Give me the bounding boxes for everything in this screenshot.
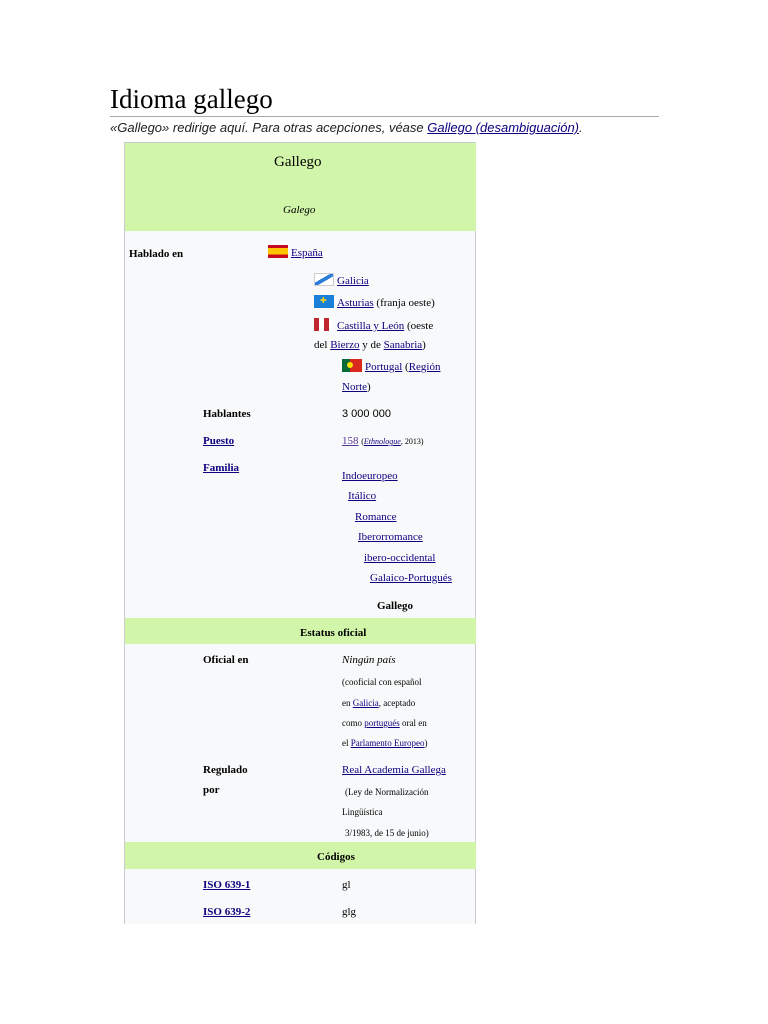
family-galaico-portugues[interactable]: Galaico-Portugués bbox=[370, 572, 452, 584]
family-indoeuropeo[interactable]: Indoeuropeo bbox=[342, 470, 398, 482]
region-galicia bbox=[314, 273, 369, 287]
official-note-2 bbox=[342, 698, 415, 708]
infobox-title: Gallego bbox=[274, 154, 322, 170]
official-in-label: Oficial en bbox=[203, 654, 249, 666]
official-note-4 bbox=[342, 738, 427, 748]
galicia-flag-icon bbox=[314, 273, 334, 286]
close-paren-2: ) bbox=[367, 381, 371, 393]
note3-pre: como bbox=[342, 718, 362, 728]
hatnote-link[interactable]: Gallego (desambiguación) bbox=[427, 120, 580, 135]
link-galicia[interactable]: Galicia bbox=[337, 275, 369, 287]
link-galicia-note[interactable]: Galicia bbox=[352, 698, 379, 708]
link-region-norte-1[interactable]: Región bbox=[408, 361, 441, 373]
official-note-3 bbox=[342, 718, 427, 728]
link-iso-639-1[interactable]: ISO 639-1 bbox=[203, 879, 251, 891]
regulated-note-3: 3/1983, de 15 de junio) bbox=[345, 828, 429, 838]
official-in-value: Ningún país bbox=[342, 654, 396, 666]
iso-639-2-value: glg bbox=[342, 906, 357, 918]
family-iberorromance[interactable]: Iberorromance bbox=[358, 531, 423, 543]
codes-header bbox=[125, 842, 476, 869]
spain-flag-icon bbox=[268, 245, 288, 258]
page-title: Idioma gallego bbox=[110, 84, 273, 114]
hatnote bbox=[110, 120, 583, 135]
rank-label[interactable]: Puesto bbox=[203, 435, 235, 447]
rank-source-tail: , 2013) bbox=[400, 437, 424, 446]
text-y-de: y de bbox=[362, 339, 381, 351]
link-ethnologue[interactable]: Ethnologue bbox=[363, 437, 401, 446]
family-ibero-occidental[interactable]: ibero-occidental bbox=[364, 552, 436, 564]
spoken-in-label: Hablado en bbox=[129, 248, 184, 260]
castilla-note: (oeste bbox=[406, 320, 434, 332]
note2-pre: en bbox=[342, 698, 351, 708]
hatnote-text: «Gallego» redirige aquí. Para otras acepciones, véase bbox=[110, 120, 428, 135]
official-note-1: (cooficial con español bbox=[342, 677, 422, 687]
iso-639-1-value: gl bbox=[342, 879, 351, 891]
link-parlamento-europeo[interactable]: Parlamento Europeo bbox=[350, 738, 425, 748]
note4-pre: el bbox=[342, 738, 349, 748]
infobox-native-name: Galego bbox=[283, 204, 316, 216]
codes-title: Códigos bbox=[317, 851, 355, 863]
link-portugal[interactable]: Portugal bbox=[365, 361, 403, 373]
region-bierzo-sanabria bbox=[314, 339, 426, 351]
speakers-value: 3 000 000 bbox=[342, 408, 391, 420]
family-italico[interactable]: Itálico bbox=[348, 490, 377, 502]
link-real-academia-gallega[interactable]: Real Academia Gallega bbox=[342, 764, 446, 776]
portugal-flag-icon bbox=[342, 359, 362, 372]
family-label[interactable]: Familia bbox=[203, 462, 240, 474]
family-romance[interactable]: Romance bbox=[355, 511, 397, 523]
regulated-label-1: Regulado bbox=[203, 764, 248, 776]
hatnote-suffix: . bbox=[579, 120, 583, 135]
link-castilla-leon[interactable]: Castilla y León bbox=[337, 320, 405, 332]
region-castilla bbox=[314, 318, 433, 332]
note2-post: , aceptado bbox=[378, 698, 416, 708]
note3-post: oral en bbox=[402, 718, 427, 728]
castilla-leon-flag-icon bbox=[314, 318, 334, 331]
link-region-norte-2[interactable]: Norte bbox=[342, 381, 368, 393]
speakers-label: Hablantes bbox=[203, 408, 251, 420]
region-portugal bbox=[342, 359, 440, 373]
asturias-note: (franja oeste) bbox=[376, 297, 435, 309]
open-paren: ( bbox=[405, 361, 409, 373]
title-divider bbox=[110, 116, 659, 117]
regulated-note-2: Lingüística bbox=[342, 807, 383, 817]
link-iso-639-2[interactable]: ISO 639-2 bbox=[203, 906, 251, 918]
region-norte-line2 bbox=[342, 381, 371, 393]
region-asturias bbox=[314, 295, 435, 309]
rank-value-row bbox=[342, 435, 423, 447]
link-sanabria[interactable]: Sanabria bbox=[383, 339, 423, 351]
text-del: del bbox=[314, 339, 328, 351]
spoken-in-spain bbox=[268, 245, 323, 259]
official-status-title: Estatus oficial bbox=[300, 627, 367, 639]
rank-value[interactable]: 158 bbox=[342, 435, 359, 447]
link-portugues[interactable]: portugués bbox=[364, 718, 400, 728]
close-paren: ) bbox=[422, 339, 426, 351]
link-bierzo[interactable]: Bierzo bbox=[330, 339, 360, 351]
family-leaf: Gallego bbox=[377, 600, 414, 612]
rank-source-open: ( bbox=[361, 437, 364, 446]
regulated-label-2: por bbox=[203, 784, 220, 796]
note4-post: ) bbox=[424, 738, 428, 748]
asturias-flag-icon bbox=[314, 295, 334, 308]
regulated-note-1: (Ley de Normalización bbox=[345, 787, 429, 797]
link-asturias[interactable]: Asturias bbox=[337, 297, 374, 309]
link-espana[interactable]: España bbox=[291, 247, 323, 259]
